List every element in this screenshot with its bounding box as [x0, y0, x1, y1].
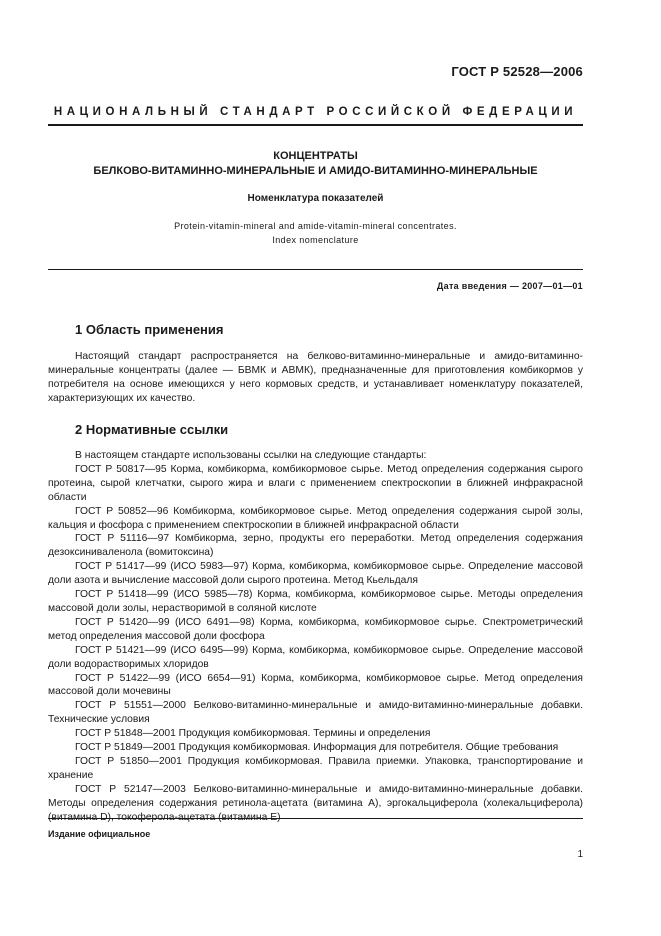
english-title-line-1: Protein-vitamin-mineral and amide-vitamin-mineral concentrates.: [174, 221, 457, 231]
page-number: 1: [577, 849, 583, 860]
reference-item: ГОСТ Р 51420—99 (ИСО 6491—98) Корма, комбикорма, комбикормовое сырье. Спектрометрический метод определения массовой доли фосфора: [48, 616, 583, 642]
section-2-heading: 2 Нормативные ссылки: [75, 422, 229, 437]
reference-item: ГОСТ Р 51551—2000 Белково-витаминно-минеральные и амидо-витаминно-минеральные добавки. Технические условия: [48, 700, 583, 726]
reference-item: ГОСТ Р 51417—99 (ИСО 5983—97) Корма, комбикорма, комбикормовое сырье. Определение массовой доли азота и вычисление массовой доли сырого протеина. Метод Кьельдаля: [48, 561, 583, 587]
reference-item: ГОСТ Р 51418—99 (ИСО 5985—78) Корма, комбикорма, комбикормовое сырье. Методы определения массовой доли золы, нерастворимой в соляной кислоте: [48, 589, 583, 614]
english-title-line-2: Index nomenclature: [272, 235, 359, 245]
section-1-body: [48, 350, 583, 406]
title-line-2: БЕЛКОВО-ВИТАМИННО-МИНЕРАЛЬНЫЕ И АМИДО-ВИТАМИННО-МИНЕРАЛЬНЫЕ: [93, 165, 538, 177]
official-edition-label: Издание официальное: [48, 829, 151, 839]
subtitle: Номенклатура показателей: [247, 193, 384, 204]
title-rule: [48, 269, 583, 270]
paragraph: В настоящем стандарте использованы ссылки на следующие стандарты:: [75, 450, 427, 461]
reference-item: ГОСТ Р 50852—96 Комбикорма, комбикормовое сырье. Метод определения содержания сырой золы, кальция и фосфора с применением спектроскопии в ближней инфракрасной области: [48, 505, 583, 531]
reference-item: ГОСТ Р 51849—2001 Продукция комбикормовая. Информация для потребителя. Общие требования: [75, 742, 559, 754]
header-rule: [48, 124, 583, 126]
standard-code: ГОСТ Р 52528—2006: [451, 64, 583, 79]
title-line-1: КОНЦЕНТРАТЫ: [273, 150, 358, 162]
reference-item: ГОСТ Р 51422—99 (ИСО 6654—91) Корма, комбикорма, комбикормовое сырье. Метод определения массовой доли мочевины: [48, 672, 583, 698]
introduction-date: Дата введения — 2007—01—01: [436, 281, 583, 291]
reference-item: ГОСТ Р 51116—97 Комбикорма, зерно, продукты его переработки. Метод определения содержания дезоксиниваленола (вомитоксина): [48, 533, 583, 559]
reference-item: ГОСТ Р 51848—2001 Продукция комбикормовая. Термины и определения: [75, 728, 431, 740]
reference-item: ГОСТ Р 50817—95 Корма, комбикорма, комбикормовое сырье. Метод определения содержания сырого протеина, сырой клетчатки, сырого жира и влаги с применением спектроскопии в ближней инфракрасной области: [48, 463, 583, 503]
national-standard-banner: НАЦИОНАЛЬНЫЙ СТАНДАРТ РОССИЙСКОЙ ФЕДЕРАЦИИ: [53, 106, 578, 118]
reference-item: ГОСТ Р 51850—2001 Продукция комбикормовая. Правила приемки. Упаковка, транспортирование и хранение: [48, 755, 583, 781]
paragraph: Настоящий стандарт распространяется на белково-витаминно-минеральные и амидо-витаминно-минеральные концентраты (далее — БВМК и АВМК), предназначенные для приготовления комбикормов у потребителя на основе имеющихся у него кормовых средств, и устанавливает номенклатуру показателей, характеризующих их качество.: [48, 351, 583, 404]
section-1-heading: 1 Область применения: [75, 322, 224, 337]
reference-item: ГОСТ Р 51421—99 (ИСО 6495—99) Корма, комбикорма, комбикормовое сырье. Определение массовой доли водорастворимых хлоридов: [48, 644, 583, 670]
footer-rule: [48, 818, 583, 819]
section-2-body: [48, 449, 583, 824]
reference-item: ГОСТ Р 52147—2003 Белково-витаминно-минеральные и амидо-витаминно-минеральные добавки. Методы определения содержания ретинола-ацетата (витамина А), эргокальциферола (холекальциферола): [48, 783, 583, 809]
